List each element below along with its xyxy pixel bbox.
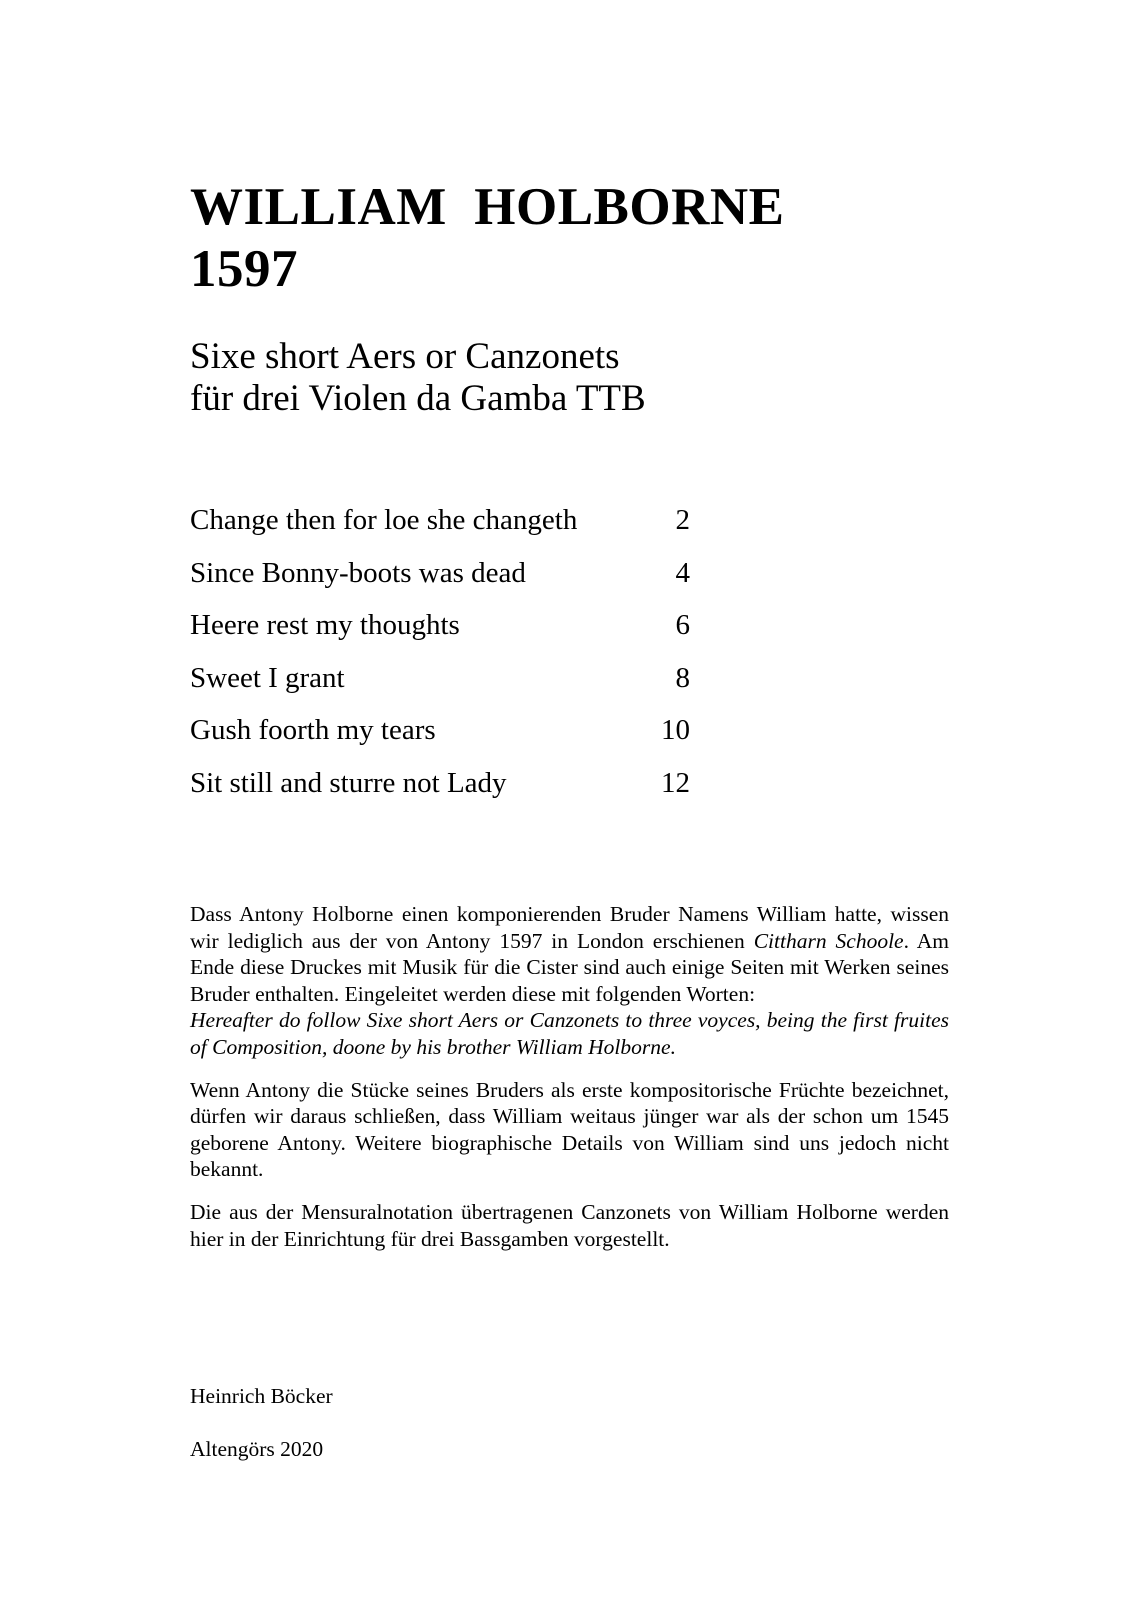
toc-entry [190,763,690,816]
toc-entry [190,553,690,606]
toc-entry-title: Sit still and sturre not Lady [190,766,507,799]
toc-entry-title: Heere rest my thoughts [190,609,460,642]
subtitle-work: Sixe short Aers or Canzonets [190,336,620,377]
toc-entry-title: Since Bonny-boots was dead [190,556,526,589]
toc-entry-title: Change then for loe she changeth [190,504,578,536]
title-year: 1597 [190,240,298,298]
toc-entry-page: 6 [675,609,690,642]
toc-entry-page: 10 [661,714,690,747]
document-subtitle [190,336,646,420]
historical-quote: Hereafter do follow Sixe short Aers or Canzonets to three voyces, being the first fruites of Composition, doone by his brother William Holborne [190,1008,949,1059]
toc-entry [190,605,690,658]
toc-entry-page: 4 [675,556,690,589]
toc-entry [190,500,690,553]
toc-entry-page: 2 [675,504,690,536]
author-signature: Heinrich Böcker [190,1384,333,1408]
intro-paragraph-3: Die aus der Mensuralnotation übertragenen Canzonets von William Holborne werden hier in der Einrichtung für drei Bassgamben vorgestellt. [190,1199,949,1251]
intro-text: Dass Antony Holborne einen komponierenden Bruder Namens William hatte, wissen wir lediglich aus der von Antony 1597 in London erschienen [190,902,949,953]
title-composer: WILLIAM HOLBORNE [190,178,785,236]
intro-paragraph-1 [190,901,949,1061]
historical-quote-end: . [670,1034,676,1059]
intro-paragraph-2: Wenn Antony die Stücke seines Bruders als erste kompositorische Früchte bezeichnet, dürfen wir daraus schließen, dass William weitaus jünger war als der schon um 1545 geborene Antony. Weitere biographische Details von William sind uns jedoch nicht bekannt. [190,1077,949,1182]
subtitle-instrumentation: für drei Violen da Gamba TTB [190,378,646,419]
place-and-date: Altengörs 2020 [190,1437,324,1461]
toc-entry-title: Gush foorth my tears [190,714,436,747]
toc-entry-page: 8 [675,661,690,694]
toc-entry-page: 12 [661,766,690,799]
book-title: Cittharn Schoole [753,928,904,953]
toc-entry [190,710,690,763]
toc-entry-title: Sweet I grant [190,661,345,694]
introduction-text [190,901,949,1268]
intro-text-continued: . Am Ende diese Druckes mit Musik für die Cister sind auch einige Seiten mit Werken seines Bruder enthalten. Eingeleitet werden diese mit folgenden Worten: [190,928,950,1006]
toc-entry [190,658,690,711]
table-of-contents [190,500,690,816]
document-title [190,176,785,300]
